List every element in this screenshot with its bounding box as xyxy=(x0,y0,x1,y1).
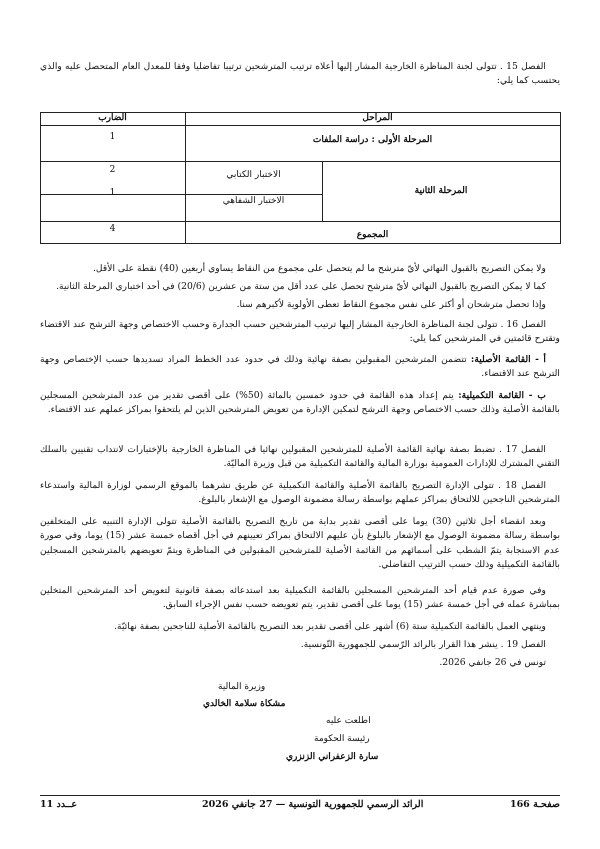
complementary-list-text: يتم إعداد هذه القائمة في حدود خمسين بالمائة (50%) على أقصى تقدير من عدد المترشحين المسجلين بالقائمة الأصلية وذلك حسب الاختصاص وجهة الترشح لتمكين الإدارة من تعويض المترشحين الذين لم يلتحقوا بمراكز عملهم عند الاقتضاء. xyxy=(40,390,560,416)
article-19: الفصل 19 . ينشر هذا القرار بالرائد الرّسمي للجمهورية التّونسية. xyxy=(300,639,546,650)
article-17: الفصل 17 . تضبط بصفة نهائية القائمة الأصلية للمترشحين المقبولين نهائيا في المناظرة الخارجية بالإختبارات لانتداب تقنيين بالسلك التقني المشترك للإدارات العمومية بوزارة المالية والقائمة التكميلية من قبل وزيرة الماليّة. xyxy=(40,444,560,470)
issue-number: عــدد 11 xyxy=(40,799,77,810)
minister-title: وزيرة المالية xyxy=(218,682,266,692)
stage2-label: المرحلة الثانية xyxy=(414,186,468,196)
main-list-text: تتضمن المترشحين المقبولين بصفة نهائية وذلك في حدود عدد الخطط المراد تسديدها حسب الإختصاص وجهة الترشح عند الاقتضاء. xyxy=(40,354,560,380)
header-stages: المراحل xyxy=(362,113,393,123)
written-exam-coefficient: 2 xyxy=(109,165,116,175)
paragraph-deadline-30-days: وبعد انقضاء أجل ثلاثين (30) يوما على أقصى تقدير بداية من تاريخ التصريح بالقائمة الأصلية تتولى الإدارة التنبيه على المتخلفين بواسطة رسالة مضمونة الوصول مع الإشعار بالبلوغ بأن عليهم الالتحاق بمراكز تعيينهم في أجل أقصاه خمسة عشر (15) يوما، وفي صورة عدم الاستجابة يتمّ الشطب على أسمائهم من القائمة الأصلية للمترشحين المقبولين في المناظرة ويتمّ تعويضهم بالمترشحين المسجلين بالقائمة التكميلية وذلك حسب الترتيب التفاضلي. xyxy=(40,516,560,571)
stage1-coefficient: 1 xyxy=(109,132,116,142)
oral-exam-coefficient: 1 xyxy=(109,188,116,198)
page-footer xyxy=(40,795,560,816)
prime-minister-name: سارة الزعفراني الزنزري xyxy=(286,752,379,762)
complementary-list-title: ب - القائمة التكميلية: xyxy=(458,390,546,401)
complementary-list-item xyxy=(40,389,560,418)
seen-label: اطلعت عليه xyxy=(326,716,371,726)
paragraph-list-expiry: وينتهي العمل بالقائمة التكميلية ستة (6) أشهر على أقصى تقدير بعد التصريح بالقائمة الأصلية للناجحين بصفة نهائيّة. xyxy=(114,621,546,632)
coefficients-table xyxy=(40,112,560,244)
total-label: المجموع xyxy=(356,230,389,240)
stage1-label: المرحلة الأولى : دراسة الملفات xyxy=(312,135,433,145)
minister-name: مشكاة سلامة الخالدي xyxy=(203,699,286,709)
total-coefficient: 4 xyxy=(109,224,116,234)
header-coefficient: الضارب xyxy=(98,113,127,123)
journal-title: الرائد الرسمي للجمهورية التونسية — 27 جانفي 2026 xyxy=(202,799,424,810)
page-number: صفحـة 166 xyxy=(509,799,560,810)
article-15-intro: الفصل 15 . تتولى لجنة المناظرة الخارجية المشار إليها أعلاه ترتيب المترشحين ترتيبا تفاضليا وفقا للمعدل العام المتحصل عليه والذي يحتسب كما يلي: xyxy=(40,61,560,87)
article-16: الفصل 16 . تتولى لجنة المناظرة الخارجية المشار إليها ترتيب المترشحين حسب الجدارة وحسب الاختصاص وجهة الترشح عند الاقتضاء وتقترح قائمتين في المترشحين كما يلي: xyxy=(40,319,560,345)
paragraph-tie-break: وإذا تحصل مترشحان أو أكثر على نفس مجموع النقاط تعطى الأولوية لأكبرهم سنا. xyxy=(236,299,546,310)
prime-minister-title: رئيسة الحكومة xyxy=(314,734,370,744)
main-list-item xyxy=(40,353,560,382)
paragraph-min-exam: كما لا يمكن التصريح بالقبول النهائي لأيّ مترشح تحصل على عدد أقل من ستة من عشرين (20/6) في أحد اختباري المرحلة الثانية. xyxy=(56,281,546,292)
oral-exam-label: الاختبار الشفاهي xyxy=(222,196,285,206)
paragraph-replacement: وفي صورة عدم قيام أحد المترشحين المسجلين بالقائمة التكميلية بعد استدعائه بصفة قانونية لتعويض أحد المترشحين المتخلين بمباشرة عمله في أجل خمسة عشر (15) يوما على أقصى تقدير، يتم تعويضه حسب نفس الإجراء السابق. xyxy=(40,585,560,611)
written-exam-label: الاختبار الكتابي xyxy=(226,170,281,180)
signature-date: تونس في 26 جانفي 2026. xyxy=(439,657,546,668)
article-18: الفصل 18 . تتولى الإدارة التصريح بالقائمة الأصلية والقائمة التكميلية عن طريق نشرهما بالموقع الرسمي لوزارة المالية واستدعاء المترشحين الناجحين للالتحاق بمراكز عملهم بواسطة رسالة مضمونة الوصول مع الإشعار بالبلوغ. xyxy=(40,480,560,506)
main-list-title: أ - القائمة الأصلية: xyxy=(470,354,546,365)
paragraph-min-score: ولا يمكن التصريح بالقبول النهائي لأيّ مترشح ما لم يتحصل على مجموع من النقاط يساوي أربعين (40) نقطة على الأقل. xyxy=(92,263,546,274)
